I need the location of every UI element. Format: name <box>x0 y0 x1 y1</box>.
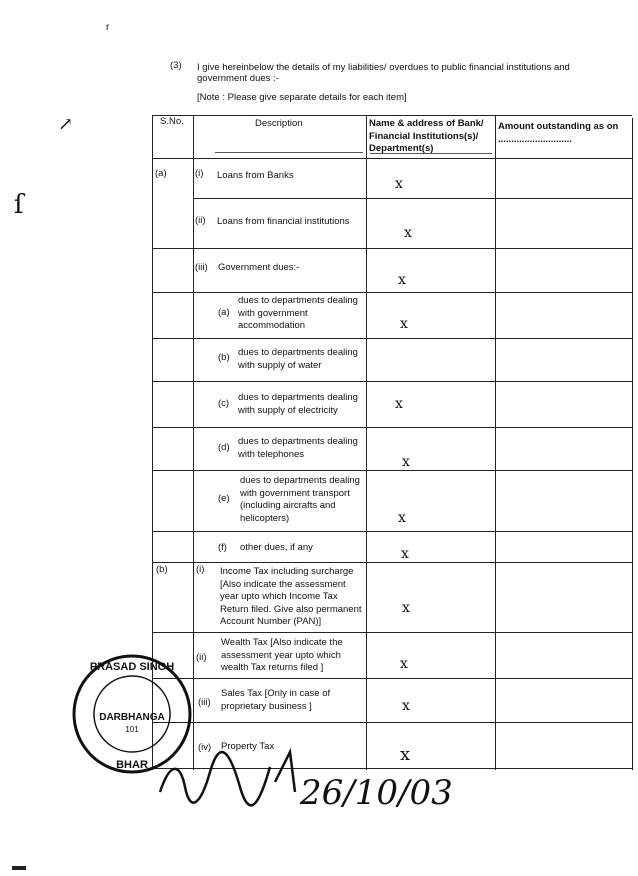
section-number: (3) <box>170 60 182 71</box>
row-sub: (i) <box>196 564 205 575</box>
margin-tick-mark: ↗ <box>58 114 74 135</box>
row-sub: (b) <box>218 352 230 363</box>
row-desc: Income Tax including surcharge [Also indicate the assessment year upto which Income Tax Return filed. Give also permanent Account Number (PAN)] <box>220 566 362 627</box>
margin-bracket-mark: ſ <box>14 190 24 220</box>
row-mark: x <box>402 454 410 470</box>
row-mark: x <box>402 698 410 714</box>
row-sub: (f) <box>218 542 227 553</box>
intro-line-2: government dues :- <box>197 73 279 84</box>
row-mark: x <box>395 396 403 412</box>
row-mark: x <box>398 272 406 288</box>
row-sub: (c) <box>218 398 230 409</box>
stray-mark: r <box>106 22 110 33</box>
row-sub: (iii) <box>198 697 211 708</box>
svg-text:26/10/03: 26/10/03 <box>300 773 453 813</box>
row-desc: Wealth Tax [Also indicate the assessment year upto which wealth Tax returns filed ] <box>221 637 343 673</box>
header-description: Description <box>255 118 303 129</box>
svg-text:101: 101 <box>125 725 139 734</box>
row-desc: Property Tax <box>221 741 275 752</box>
header-amount: Amount outstanding as on ............................ <box>498 121 619 145</box>
row-desc: Sales Tax [Only in case of proprietary business ] <box>221 688 331 712</box>
header-sno: S.No. <box>160 116 184 127</box>
svg-text:BHAR: BHAR <box>116 759 148 771</box>
row-desc: dues to departments dealing with supply of electricity <box>238 392 358 416</box>
scan-artifact <box>12 866 26 870</box>
header-name-address: Name & address of Bank/ Financial Institutions(s)/ Department(s) <box>369 118 484 154</box>
row-desc: Loans from financial institutions <box>217 216 350 227</box>
row-desc: dues to departments dealing with supply of water <box>238 347 358 371</box>
row-mark: x <box>402 600 410 616</box>
row-sub: (a) <box>218 307 230 318</box>
row-desc: dues to departments dealing with telephones <box>238 436 358 460</box>
row-sub: (e) <box>218 493 230 504</box>
row-sub: (ii) <box>196 652 207 663</box>
row-desc: Loans from Banks <box>217 170 294 181</box>
row-sub: (d) <box>218 442 230 453</box>
row-mark: x <box>400 316 408 332</box>
row-mark: x <box>398 510 406 526</box>
row-desc: Government dues:- <box>218 262 300 273</box>
row-mark: x <box>400 744 411 765</box>
row-desc: dues to departments dealing with government accommodation <box>238 295 358 331</box>
note: [Note : Please give separate details for each item] <box>197 92 407 103</box>
row-mark: x <box>404 225 412 241</box>
row-sub: (i) <box>195 168 204 179</box>
row-sub: (ii) <box>195 215 206 226</box>
row-mark: x <box>401 546 409 562</box>
row-desc: other dues, if any <box>240 542 313 553</box>
intro-line-1: I give hereinbelow the details of my liabilities/ overdues to public financial institutions and <box>197 62 570 73</box>
svg-text:PRASAD SINGH: PRASAD SINGH <box>89 661 175 673</box>
row-sno-a: (a) <box>155 168 167 179</box>
row-sub: (iv) <box>198 742 212 753</box>
row-desc: dues to departments dealing with government transport (including aircrafts and helicopters) <box>240 475 360 524</box>
row-sub: (iii) <box>195 262 208 273</box>
svg-text:DARBHANGA: DARBHANGA <box>99 712 165 723</box>
row-sno-b: (b) <box>156 564 168 575</box>
handwritten-signature <box>150 732 453 827</box>
row-mark: x <box>395 176 403 192</box>
row-mark: x <box>400 656 408 672</box>
